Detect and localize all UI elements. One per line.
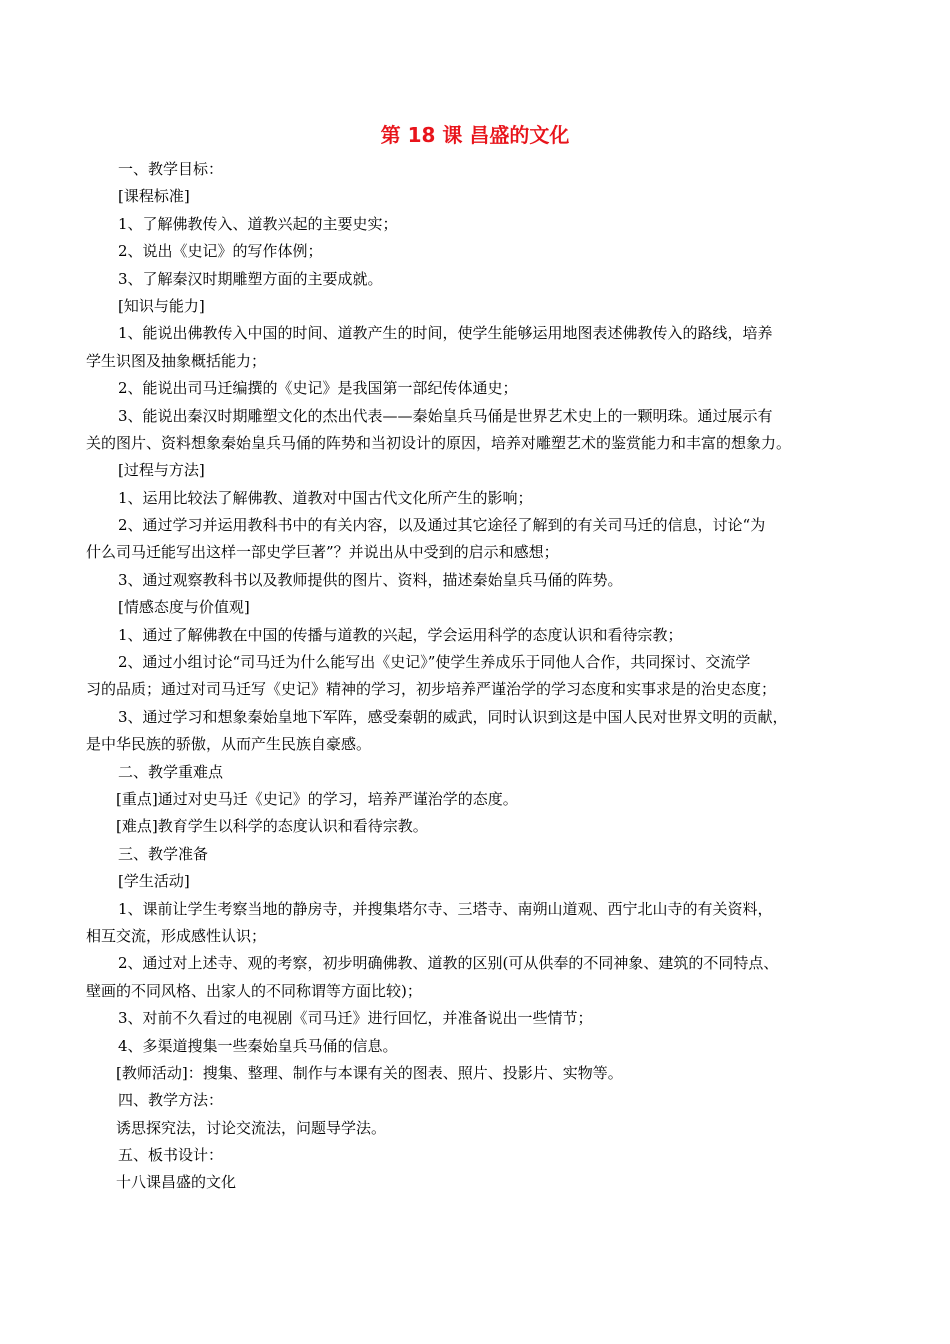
paragraph-line: 学生识图及抽象概括能力； bbox=[86, 351, 267, 370]
paragraph-line: 2、说出《史记》的写作体例； bbox=[118, 242, 323, 261]
paragraph-line: 3、通过观察教科书以及教师提供的图片、资料，描述秦始皇兵马俑的阵势。 bbox=[118, 570, 623, 589]
paragraph-line: 壁画的不同风格、出家人的不同称谓等方面比较)； bbox=[86, 981, 422, 1000]
paragraph-line: 3、通过学习和想象秦始皇地下军阵，感受秦朝的威武，同时认识到这是中国人民对世界文明的贡献， bbox=[118, 707, 788, 726]
paragraph-line: 3、能说出秦汉时期雕塑文化的杰出代表——秦始皇兵马俑是世界艺术史上的一颗明珠。通过展示有 bbox=[118, 406, 773, 425]
section-heading: 三、教学准备 bbox=[118, 844, 209, 863]
paragraph-line: 2、通过学习并运用教科书中的有关内容，以及通过其它途径了解到的有关司马迁的信息，讨论“为 bbox=[118, 516, 766, 535]
paragraph-line: 2、通过小组讨论“司马迁为什么能写出《史记》”使学生养成乐于同他人合作，共同探讨、交流学 bbox=[118, 653, 751, 672]
paragraph-line: 3、对前不久看过的电视剧《司马迁》进行回忆，并准备说出一些情节； bbox=[118, 1009, 593, 1028]
document-body bbox=[86, 156, 866, 1197]
paragraph-line: 什么司马迁能写出这样一部史学巨著”？并说出从中受到的启示和感想； bbox=[86, 543, 559, 562]
paragraph-line: [重点]通过对史马迁《史记》的学习，培养严谨治学的态度。 bbox=[116, 789, 518, 808]
subsection-label: [过程与方法] bbox=[118, 461, 205, 480]
paragraph-line: 3、了解秦汉时期雕塑方面的主要成就。 bbox=[118, 269, 383, 288]
subsection-label: [情感态度与价值观] bbox=[118, 598, 250, 617]
paragraph-line: 是中华民族的骄傲，从而产生民族自豪感。 bbox=[86, 735, 372, 754]
paragraph-line: 十八课昌盛的文化 bbox=[116, 1173, 237, 1192]
paragraph-line: 2、能说出司马迁编撰的《史记》是我国第一部纪传体通史； bbox=[118, 379, 518, 398]
paragraph-line: [教师活动]：搜集、整理、制作与本课有关的图表、照片、投影片、实物等。 bbox=[116, 1063, 623, 1082]
paragraph-line: 2、通过对上述寺、观的考察，初步明确佛教、道教的区别(可从供奉的不同神象、建筑的不同特点、 bbox=[118, 954, 779, 973]
paragraph-line: 4、多渠道搜集一些秦始皇兵马俑的信息。 bbox=[118, 1036, 398, 1055]
paragraph-line: [难点]教育学生以科学的态度认识和看待宗教。 bbox=[116, 817, 428, 836]
subsection-label: [学生活动] bbox=[118, 872, 190, 891]
section-heading: 二、教学重难点 bbox=[118, 762, 224, 781]
paragraph-line: 相互交流，形成感性认识； bbox=[86, 926, 267, 945]
subsection-label: [课程标准] bbox=[118, 187, 190, 206]
paragraph-line: 关的图片、资料想象秦始皇兵马俑的阵势和当初设计的原因，培养对雕塑艺术的鉴赏能力和丰富的想象力。 bbox=[86, 433, 792, 452]
subsection-label: [知识与能力] bbox=[118, 296, 205, 315]
lesson-title: 第 18 课 昌盛的文化 bbox=[380, 123, 570, 147]
paragraph-line: 1、运用比较法了解佛教、道教对中国古代文化所产生的影响； bbox=[118, 488, 533, 507]
section-heading: 四、教学方法： bbox=[118, 1091, 224, 1110]
paragraph-line: 1、通过了解佛教在中国的传播与道教的兴起，学会运用科学的态度认识和看待宗教； bbox=[118, 625, 683, 644]
paragraph-line: 习的品质；通过对司马迁写《史记》精神的学习，初步培养严谨治学的学习态度和实事求是的治史态度； bbox=[86, 680, 777, 699]
section-heading: 一、教学目标： bbox=[118, 160, 224, 178]
paragraph-line: 1、能说出佛教传入中国的时间、道教产生的时间，使学生能够运用地图表述佛教传入的路线，培养 bbox=[118, 324, 773, 343]
paragraph-line: 1、课前让学生考察当地的静房寺，并搜集塔尔寺、三塔寺、南朔山道观、西宁北山寺的有关资料， bbox=[118, 899, 773, 918]
paragraph-line: 1、了解佛教传入、道教兴起的主要史实； bbox=[118, 214, 398, 233]
paragraph-line: 诱思探究法，讨论交流法，问题导学法。 bbox=[116, 1118, 387, 1137]
section-heading: 五、板书设计： bbox=[118, 1146, 224, 1165]
